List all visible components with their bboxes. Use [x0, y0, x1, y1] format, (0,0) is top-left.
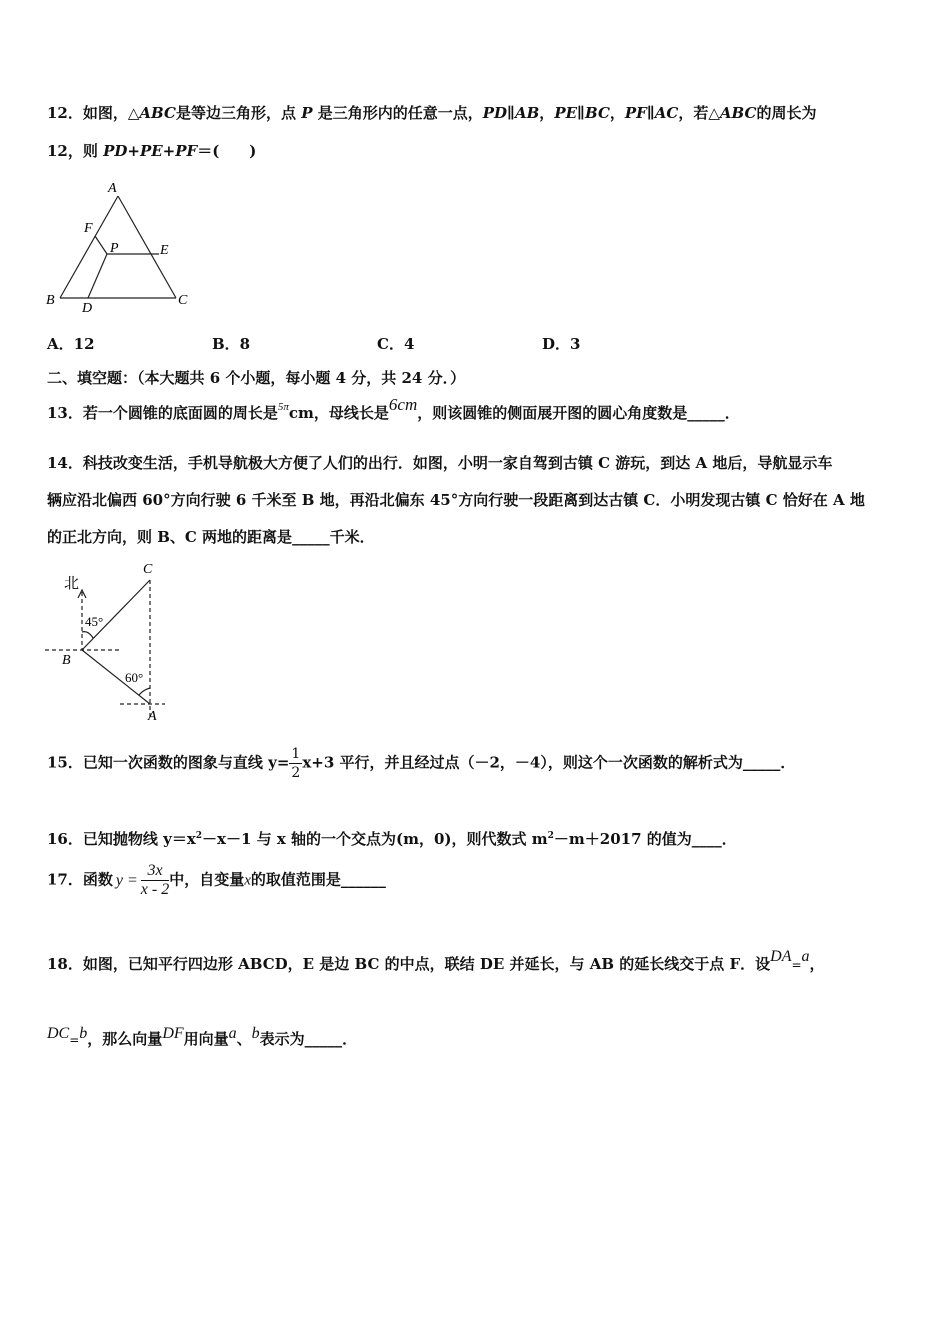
q12-triangle-figure — [40, 178, 200, 318]
label-c: C — [178, 293, 188, 308]
label-a: A — [108, 181, 117, 196]
q12-option-d: D．3 — [542, 335, 581, 353]
q17: 17．函数 y = $\frac{3x}{x - 2}$ 中，自变量x的取值范围是______ — [47, 862, 386, 898]
q14-line1: 14．科技改变生活，手机导航极大方便了人们的出行．如图，小明一家自驾到古镇 C 游玩，到达 A 地后，导航显示车 — [47, 454, 833, 472]
label-e: E — [160, 243, 169, 258]
q12-option-c: C．4 — [377, 335, 415, 353]
section-2-heading: 二、填空题：（本大题共 6 个小题，每小题 4 分，共 24 分．） — [47, 369, 466, 387]
label-p: P — [110, 241, 119, 256]
q18-line2: DC=b，那么向量DF用向量a、b表示为_____． — [47, 1025, 358, 1048]
q14-line3: 的正北方向，则 B、C 两地的距离是_____千米． — [47, 528, 375, 546]
q12-line1: 12．如图，△ABC是等边三角形，点 P 是三角形内的任意一点，PD∥AB，PE∥BC，PF∥AC，若△ABC的周长为 — [47, 104, 817, 122]
q15: 15．已知一次函数的图象与直线 y= $\frac{1}{2}$ x+3 平行，并且经过点（－2，－4），则这个一次函数的解析式为_____． — [47, 746, 796, 781]
q12-option-a: A．12 — [47, 335, 95, 353]
q17-fraction-denominator: x - 2 — [140, 881, 170, 898]
q15-fraction-numerator: 1 — [291, 746, 301, 762]
q14-line2: 辆应沿北偏西 60°方向行驶 6 千米至 B 地，再沿北偏东 45°方向行驶一段距离到达古镇 C．小明发现古镇 C 恰好在 A 地 — [47, 491, 865, 509]
label-c: C — [143, 562, 153, 577]
label-d: D — [82, 301, 93, 316]
label-b: B — [46, 293, 55, 308]
q12-line2: 12，则 PD+PE+PF＝( ) — [47, 142, 257, 160]
q16: 16．已知抛物线 $y=x^2-x-1$ 与 x 轴的一个交点为(m，0)，则代数式 $m^2-m+2017$ 的值为____． — [47, 830, 737, 848]
angle-arc-60 — [139, 688, 150, 695]
segment-fp — [95, 236, 107, 254]
label-b: B — [62, 653, 71, 668]
label-f: F — [84, 221, 93, 236]
q15-fraction-denominator: 2 — [291, 765, 301, 781]
north-label: 北 — [64, 576, 80, 592]
angle-arc-45 — [82, 632, 93, 638]
q18-line1: 18．如图，已知平行四边形 ABCD，E 是边 BC 的中点，联结 DE 并延长，与 AB 的延长线交于点 F．设DA=a， — [47, 948, 825, 973]
q14-direction-figure — [40, 558, 180, 728]
angle-60-label: 60° — [125, 670, 144, 685]
q13: 13．若一个圆锥的底面圆的周长是$^{5\pi}$cm，母线长是6cm，则该圆锥的侧面展开图的圆心角度数是_____． — [47, 395, 740, 422]
segment-pd — [88, 254, 107, 298]
label-a: A — [148, 709, 157, 724]
angle-45-label: 45° — [85, 614, 104, 629]
q17-fraction-numerator: 3x — [141, 862, 169, 881]
q12-option-b: B．8 — [212, 335, 251, 353]
